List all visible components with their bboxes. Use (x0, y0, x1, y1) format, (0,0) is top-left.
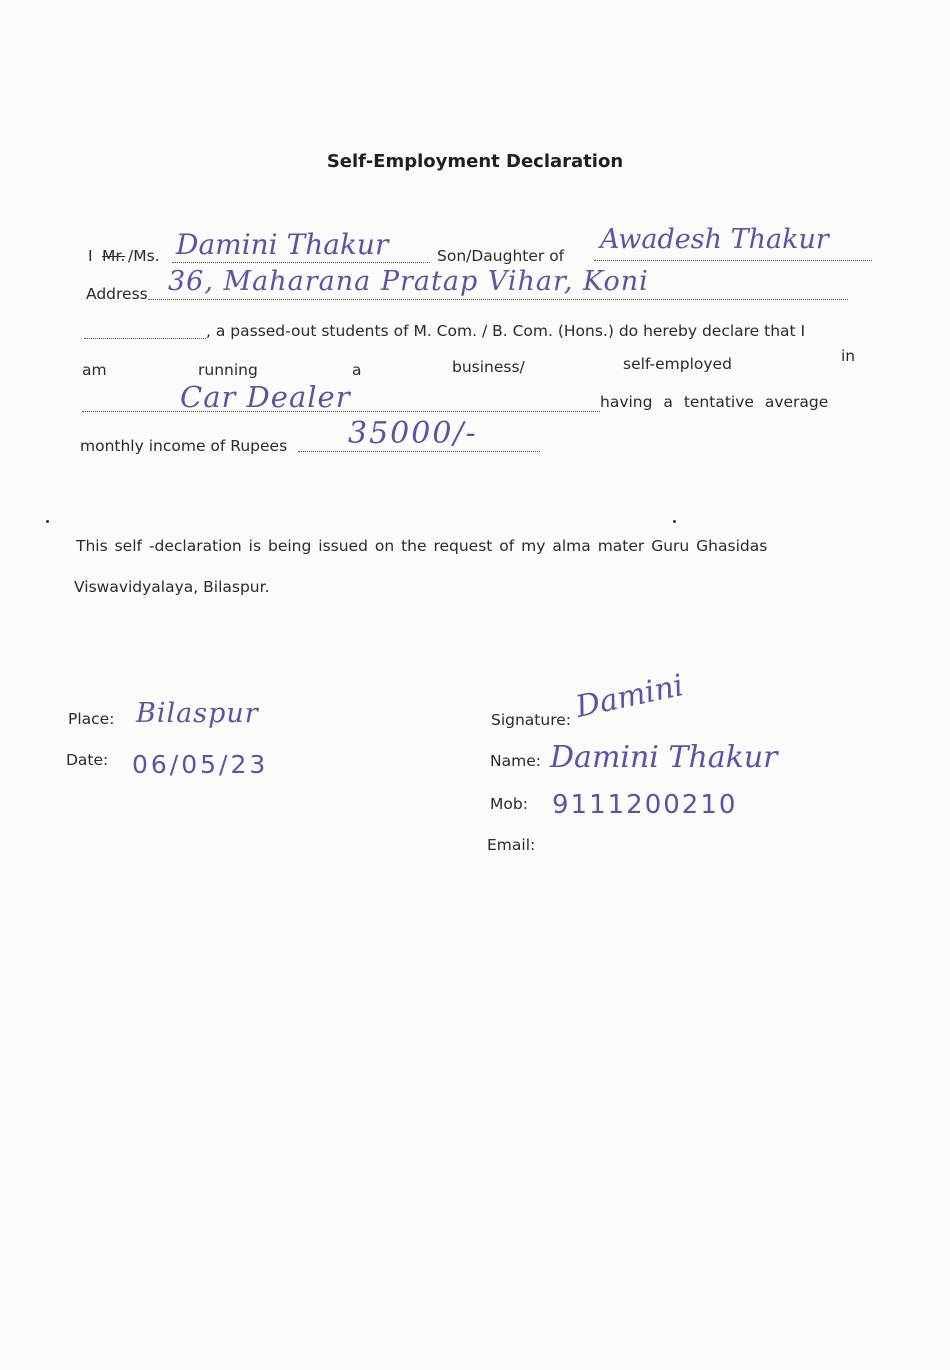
date-label: Date: (66, 751, 109, 769)
signature-label: Signature: (491, 711, 571, 729)
prefix-mr: Mr. (102, 247, 126, 265)
speck-dot (673, 520, 676, 523)
word-self-employed: self-employed (623, 355, 732, 373)
name-label: Name: (490, 752, 541, 770)
page-title: Self-Employment Declaration (326, 151, 624, 172)
mobile-handwritten: 9111200210 (552, 790, 738, 820)
mob-label: Mob: (490, 795, 528, 813)
having-text: having a tentative average (600, 393, 829, 411)
prefix-i: I (88, 247, 93, 265)
parent-dotted-line (594, 260, 872, 261)
income-dotted-line (298, 451, 540, 452)
signature-handwritten: Damini (572, 668, 687, 725)
son-daughter-label: Son/Daughter of (437, 247, 565, 265)
word-business: business/ (452, 358, 525, 376)
word-in: in (841, 347, 856, 365)
address-label: Address (86, 285, 148, 303)
email-label: Email: (487, 836, 536, 854)
declaration-line-1: This self -declaration is being issued on the request of my alma mater Guru Ghasidas (76, 537, 768, 555)
prefix-ms: /Ms. (128, 247, 160, 265)
date-handwritten: 06/05/23 (132, 750, 269, 779)
parent-name-handwritten: Awadesh Thakur (600, 224, 829, 255)
passed-out-text: , a passed-out students of M. Com. / B. Com. (Hons.) do hereby declare that I (206, 322, 806, 340)
income-label: monthly income of Rupees (80, 437, 288, 455)
name-dotted-line (172, 262, 430, 263)
signer-name-handwritten: Damini Thakur (550, 740, 778, 775)
speck-dot (46, 520, 49, 523)
income-handwritten: 35000/- (348, 416, 478, 451)
word-a: a (352, 361, 362, 379)
blank-dotted-line (84, 338, 206, 339)
word-am: am (82, 361, 107, 379)
name-handwritten: Damini Thakur (176, 228, 389, 261)
place-handwritten: Bilaspur (136, 698, 259, 729)
word-running: running (198, 361, 258, 379)
business-handwritten: Car Dealer (180, 380, 351, 414)
address-handwritten: 36, Maharana Pratap Vihar, Koni (168, 266, 649, 297)
address-dotted-line (148, 299, 848, 300)
place-label: Place: (68, 710, 115, 728)
declaration-line-2: Viswavidyalaya, Bilaspur. (74, 578, 270, 596)
